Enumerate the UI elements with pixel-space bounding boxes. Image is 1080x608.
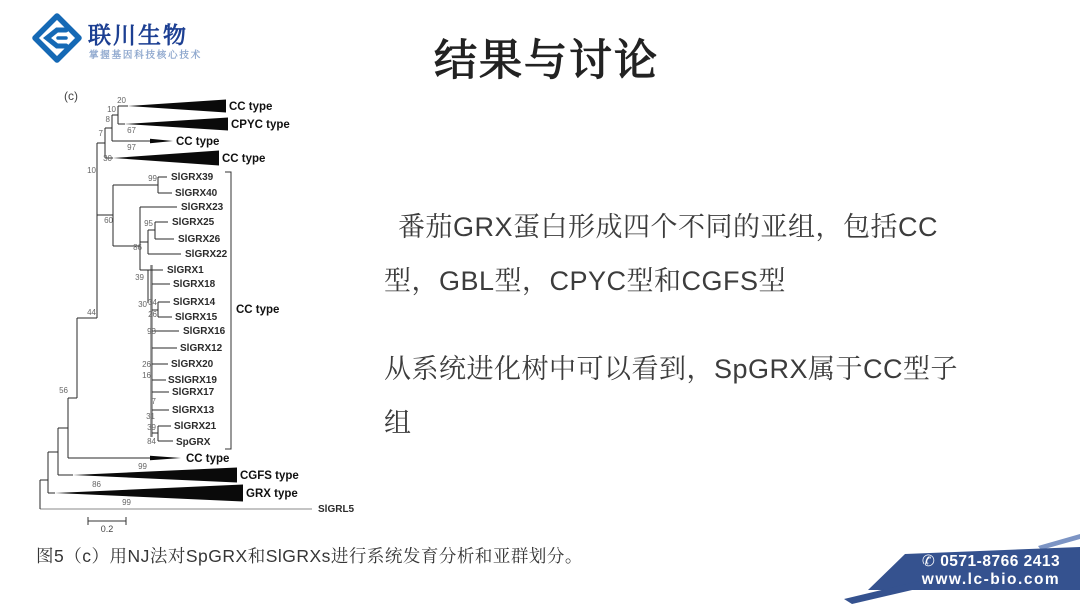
discussion-paragraph-2: 从系统进化树中可以看到，SpGRX属于CC型子组 (384, 354, 959, 438)
bootstrap-value: 97 (127, 143, 136, 152)
discussion-paragraph-1: 番茄GRX蛋白形成四个不同的亚组，包括CC型，GBL型，CPYC型和CGFS型 (384, 212, 939, 296)
footer-contact-banner (820, 530, 1080, 608)
tip-label-sslgrx19: SSlGRX19 (168, 375, 217, 386)
clade-label-bracket: CC type (236, 304, 280, 316)
discussion-text-block (384, 200, 984, 450)
phone-number: 0571-8766 2413 (940, 552, 1061, 570)
clade-label-cc4: CC type (186, 453, 230, 465)
contact-info (906, 550, 1076, 590)
panel-label: (c) (64, 89, 78, 103)
tip-label-slgrx16: SlGRX16 (183, 326, 226, 337)
phone-line (922, 552, 1060, 571)
bootstrap-value: 30 (103, 154, 112, 163)
bootstrap-value: 95 (144, 219, 153, 228)
bootstrap-value: 84 (147, 437, 156, 446)
bootstrap-value: 67 (127, 126, 136, 135)
bootstrap-value: 39 (147, 423, 156, 432)
tip-label-slgrx23: SlGRX23 (181, 202, 224, 213)
tip-label-slgrx13: SlGRX13 (172, 405, 215, 416)
bootstrap-value: 10 (107, 105, 116, 114)
cc-type-bracket (225, 172, 231, 449)
bootstrap-value: 86 (92, 480, 101, 489)
bootstrap-value: 7 (98, 129, 103, 138)
bootstrap-value: 20 (117, 96, 126, 105)
tip-label-slgrx39: SlGRX39 (171, 172, 214, 183)
bootstrap-value: 10 (87, 166, 96, 175)
tree-branches (40, 106, 181, 509)
bootstrap-value: 26 (148, 310, 157, 319)
tip-label-slgrx21: SlGRX21 (174, 421, 217, 432)
bootstrap-value: 8 (105, 115, 110, 124)
bootstrap-value: 56 (59, 386, 68, 395)
clade-label-cc2: CC type (176, 136, 220, 148)
clade-label-cgfs: CGFS type (240, 470, 299, 482)
phone-icon: ✆ (921, 552, 936, 570)
tip-label-slgrx12: SlGRX12 (180, 343, 223, 354)
bootstrap-value: 7 (151, 397, 156, 406)
bootstrap-value: 99 (122, 498, 131, 507)
logo-diamond-icon (26, 8, 88, 66)
slide-title: 结果与讨论 (434, 37, 659, 85)
tip-label-slgrl5: SlGRL5 (318, 504, 355, 515)
bootstrap-value: 93 (147, 327, 156, 336)
figure-caption: 图5（c）用NJ法对SpGRX和SlGRXs进行系统发育分析和亚群划分。 (36, 546, 583, 566)
logo-tagline: 掌握基因科技核心技术 (89, 50, 203, 61)
company-logo (26, 8, 256, 70)
tip-label-slgrx20: SlGRX20 (171, 359, 214, 370)
website-url: www.lc-bio.com (921, 570, 1061, 588)
bootstrap-value: 99 (148, 174, 157, 183)
clade-label-grx: GRX type (246, 488, 298, 500)
logo-brand-text: 联川生物 (88, 22, 188, 48)
scale-bar-label: 0.2 (100, 524, 114, 534)
tip-label-slgrx18: SlGRX18 (173, 279, 216, 290)
bootstrap-value: 39 (135, 273, 144, 282)
tip-label-slgrx1: SlGRX1 (167, 265, 204, 276)
tip-label-slgrx17: SlGRX17 (172, 387, 215, 398)
bootstrap-value: 31 (146, 412, 155, 421)
bootstrap-value: 99 (138, 462, 147, 471)
tip-label-slgrx15: SlGRX15 (175, 312, 218, 323)
tip-label-spgrx-highlighted: SpGRX (176, 437, 211, 448)
bootstrap-value: 30 (138, 300, 147, 309)
clade-label-cc1: CC type (229, 101, 273, 113)
tip-label-slgrx22: SlGRX22 (185, 249, 228, 260)
tip-label-slgrx14: SlGRX14 (173, 297, 216, 308)
bootstrap-value: 34 (148, 298, 157, 307)
bootstrap-value: 60 (104, 216, 113, 225)
bootstrap-value: 16 (142, 371, 151, 380)
bootstrap-value: 26 (142, 360, 151, 369)
tip-label-slgrx40: SlGRX40 (175, 188, 218, 199)
bootstrap-value: 86 (133, 243, 142, 252)
bootstrap-value: 44 (87, 308, 96, 317)
clade-label-cpyc: CPYC type (231, 119, 290, 131)
clade-label-cc3: CC type (222, 153, 266, 165)
phylogenetic-tree-figure (30, 85, 380, 545)
tip-label-slgrx26: SlGRX26 (178, 234, 221, 245)
tip-label-slgrx25: SlGRX25 (172, 217, 215, 228)
